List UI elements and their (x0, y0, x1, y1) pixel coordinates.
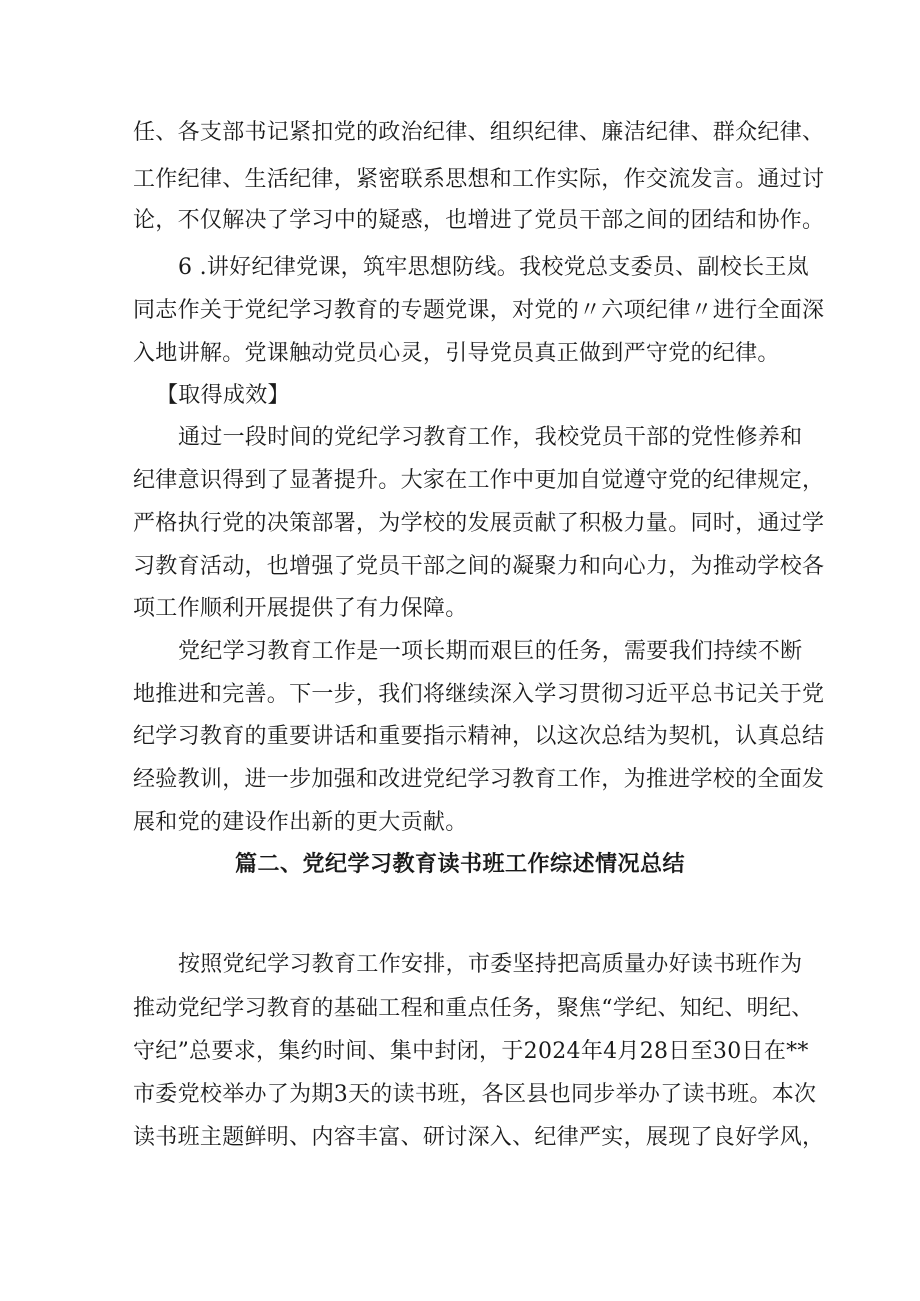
paragraph-line: 严格执行党的决策部署，为学校的发展贡献了积极力量。同时，通过学 (133, 511, 825, 536)
paragraph-line: 读书班主题鲜明、内容丰富、研讨深入、纪律严实，展现了良好学风， (133, 1125, 825, 1150)
paragraph-line: 项工作顺利开展提供了有力保障。 (133, 596, 468, 621)
paragraph-line: 推动党纪学习教育的基础工程和重点任务，聚焦“学纪、知纪、明纪、 (133, 996, 814, 1021)
paragraph-line: 习教育活动，也增强了党员干部之间的凝聚力和向心力，为推动学校各 (133, 554, 825, 579)
paragraph-line: 入地讲解。党课触动党员心灵，引导党员真正做到严守党的纪律。 (133, 341, 780, 366)
paragraph-line: 任、各支部书记紧扣党的政治纪律、组织纪律、廉洁纪律、群众纪律、 (133, 120, 825, 145)
paragraph-line: 市委党校举办了为期3天的读书班，各区县也同步举办了读书班。本次 (133, 1082, 817, 1107)
paragraph-line: 6 .讲好纪律党课，筑牢思想防线。我校党总支委员、副校长王岚 (178, 255, 809, 280)
paragraph-line: 同志作关于党纪学习教育的专题党课，对党的〃六项纪律〃进行全面深 (133, 298, 825, 323)
paragraph-line: 通过一段时间的党纪学习教育工作，我校党员干部的党性修养和 (178, 425, 803, 450)
section-title: 篇二、党纪学习教育读书班工作综述情况总结 (234, 851, 685, 877)
paragraph-line: 按照党纪学习教育工作安排，市委坚持把高质量办好读书班作为 (178, 952, 803, 977)
paragraph-line: 论，不仅解决了学习中的疑惑，也增进了党员干部之间的团结和协作。 (133, 208, 825, 233)
paragraph-line: 党纪学习教育工作是一项长期而艰巨的任务，需要我们持续不断 (178, 639, 803, 664)
paragraph-line: 纪律意识得到了显著提升。大家在工作中更加自觉遵守党的纪律规定， (133, 468, 825, 493)
paragraph-line: 地推进和完善。下一步，我们将继续深入学习贯彻习近平总书记关于党 (133, 682, 825, 707)
paragraph-line: 工作纪律、生活纪律，紧密联系思想和工作实际，作交流发言。通过讨 (133, 167, 825, 192)
paragraph-line: 经验教训，进一步加强和改进党纪学习教育工作，为推进学校的全面发 (133, 767, 825, 792)
section-subheading: 【取得成效】 (156, 383, 290, 408)
paragraph-line: 守纪”总要求，集约时间、集中封闭，于2024年4月28日至30日在** (133, 1039, 809, 1064)
paragraph-line: 纪学习教育的重要讲话和重要指示精神，以这次总结为契机，认真总结 (133, 724, 825, 749)
paragraph-line: 展和党的建设作出新的更大贡献。 (133, 810, 468, 835)
